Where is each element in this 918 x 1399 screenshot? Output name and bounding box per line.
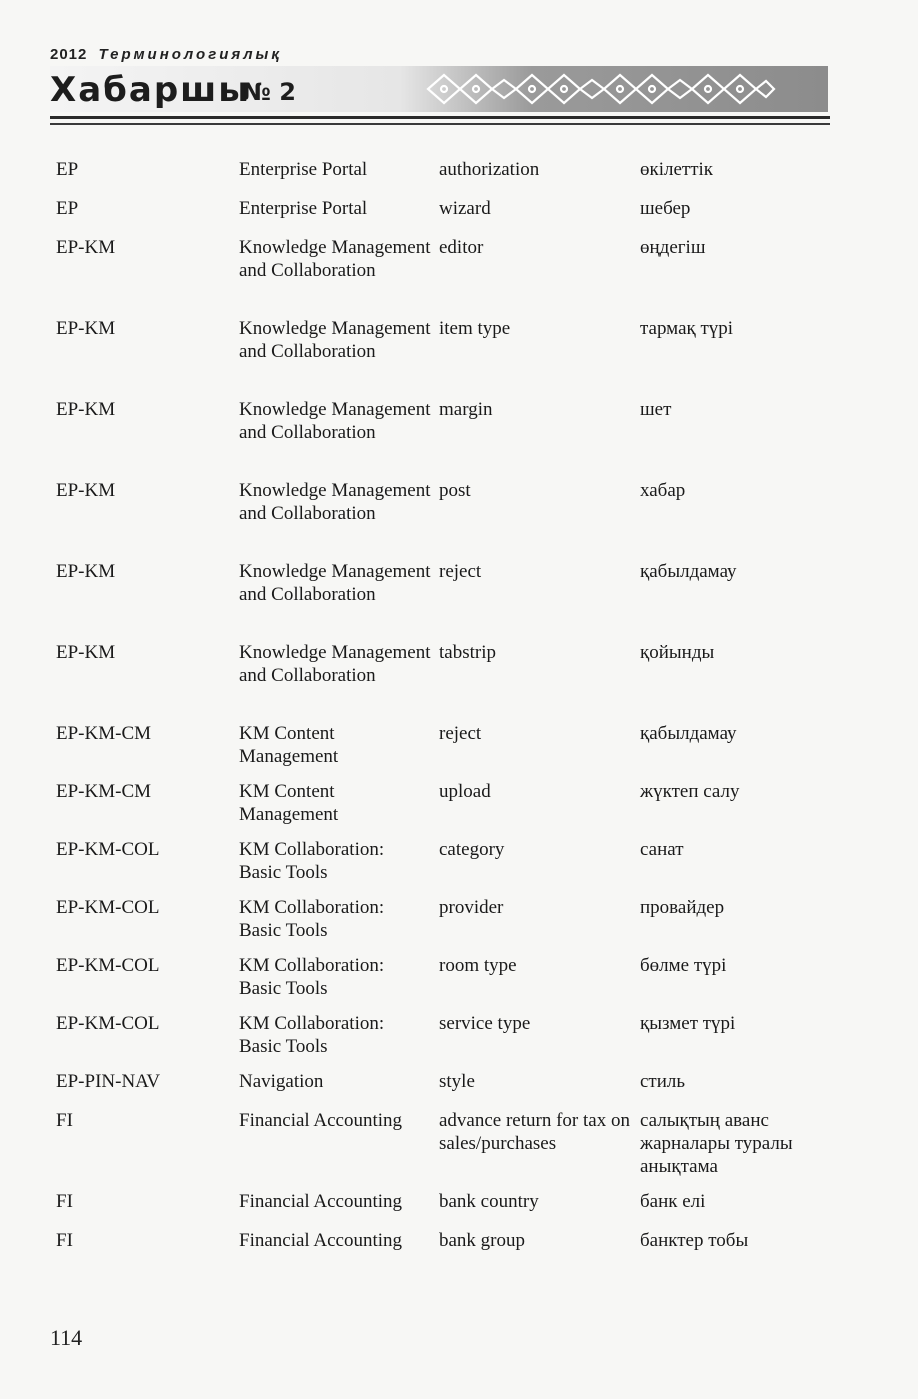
term-kazakh: өңдегіш [640, 237, 706, 258]
term-module: KM Collaboration: Basic Tools [239, 839, 385, 883]
term-english: reject [439, 723, 482, 744]
term-english: category [439, 839, 505, 860]
term-kazakh: қызмет түрі [640, 1013, 736, 1034]
header-rule [50, 123, 830, 125]
page-number: 114 [50, 1325, 83, 1350]
term-code: EP-KM [56, 561, 116, 582]
term-kazakh: бөлме түрі [640, 955, 727, 976]
term-module: Enterprise Portal [239, 159, 368, 180]
term-english: room type [439, 955, 517, 976]
table-row [56, 838, 816, 896]
term-kazakh: жүктеп салу [640, 781, 740, 802]
table-row [56, 236, 816, 317]
table-row [56, 1012, 816, 1070]
term-kazakh: хабар [640, 480, 686, 501]
term-kazakh: тармақ түрі [640, 318, 734, 339]
issue-number: № 2 [242, 78, 296, 106]
table-row [56, 780, 816, 838]
term-english: tabstrip [439, 642, 496, 663]
table-row [56, 158, 816, 197]
term-code: EP-KM-COL [56, 1013, 160, 1034]
term-module: Financial Accounting [239, 1110, 403, 1131]
term-module: Navigation [239, 1071, 324, 1092]
term-english: advance return for tax on sales/purchases [439, 1110, 630, 1154]
table-row [56, 1190, 816, 1229]
table-row [56, 197, 816, 236]
term-code: EP-PIN-NAV [56, 1071, 161, 1092]
term-kazakh: банк елі [640, 1191, 706, 1212]
term-module: Knowledge Management and Collaboration [239, 480, 431, 524]
term-kazakh: банктер тобы [640, 1230, 749, 1251]
term-code: EP-KM [56, 237, 116, 258]
term-code: FI [56, 1191, 73, 1212]
header-top [50, 46, 282, 63]
term-module: Knowledge Management and Collaboration [239, 561, 431, 605]
table-row [56, 1109, 816, 1190]
term-code: EP-KM-COL [56, 839, 160, 860]
term-kazakh: салықтың аванс жарналары туралы анықтама [640, 1110, 793, 1177]
term-code: EP-KM-COL [56, 897, 160, 918]
term-module: KM Collaboration: Basic Tools [239, 897, 385, 941]
table-row [56, 896, 816, 954]
term-english: wizard [439, 198, 491, 219]
table-row [56, 479, 816, 560]
term-module: Knowledge Management and Collaboration [239, 237, 431, 281]
term-module: Knowledge Management and Collaboration [239, 399, 431, 443]
table-row [56, 722, 816, 780]
term-kazakh: шебер [640, 198, 691, 219]
term-kazakh: қойынды [640, 642, 715, 663]
term-code: EP-KM [56, 480, 116, 501]
term-english: style [439, 1071, 475, 1092]
table-row [56, 398, 816, 479]
table-row [56, 1070, 816, 1109]
term-english: margin [439, 399, 493, 420]
term-table [56, 158, 816, 1268]
term-english: editor [439, 237, 484, 258]
term-english: bank country [439, 1191, 539, 1212]
header-title: Терминологиялық [98, 46, 282, 63]
term-kazakh: стиль [640, 1071, 686, 1092]
table-row [56, 954, 816, 1012]
term-module: Financial Accounting [239, 1230, 403, 1251]
term-code: EP-KM-CM [56, 781, 152, 802]
term-code: EP-KM [56, 318, 116, 339]
term-english: authorization [439, 159, 540, 180]
term-code: EP-KM-CM [56, 723, 152, 744]
term-kazakh: қабылдамау [640, 723, 737, 744]
term-code: EP [56, 198, 79, 219]
term-english: item type [439, 318, 511, 339]
term-kazakh: провайдер [640, 897, 725, 918]
term-code: EP [56, 159, 79, 180]
term-code: EP-KM [56, 642, 116, 663]
journal-title: Хабаршы [50, 70, 252, 110]
term-kazakh: санат [640, 839, 684, 860]
term-code: EP-KM-COL [56, 955, 160, 976]
term-module: KM Collaboration: Basic Tools [239, 1013, 385, 1057]
term-module: Financial Accounting [239, 1191, 403, 1212]
term-code: FI [56, 1230, 73, 1251]
term-english: upload [439, 781, 491, 802]
term-english: post [439, 480, 471, 501]
term-kazakh: өкілеттік [640, 159, 714, 180]
term-module: KM Content Management [239, 723, 339, 767]
table-row [56, 1229, 816, 1268]
term-english: provider [439, 897, 504, 918]
term-english: reject [439, 561, 482, 582]
term-module: KM Content Management [239, 781, 339, 825]
header-year: 2012 [50, 46, 88, 63]
term-kazakh: қабылдамау [640, 561, 737, 582]
term-english: bank group [439, 1230, 526, 1251]
term-kazakh: шет [640, 399, 672, 420]
table-row [56, 560, 816, 641]
term-code: FI [56, 1110, 73, 1131]
ornament-icon [424, 70, 776, 108]
term-module: Knowledge Management and Collaboration [239, 318, 431, 362]
term-code: EP-KM [56, 399, 116, 420]
term-module: Knowledge Management and Collaboration [239, 642, 431, 686]
term-module: KM Collaboration: Basic Tools [239, 955, 385, 999]
table-row [56, 641, 816, 722]
term-english: service type [439, 1013, 531, 1034]
header-rule [50, 116, 830, 119]
table-row [56, 317, 816, 398]
term-module: Enterprise Portal [239, 198, 368, 219]
